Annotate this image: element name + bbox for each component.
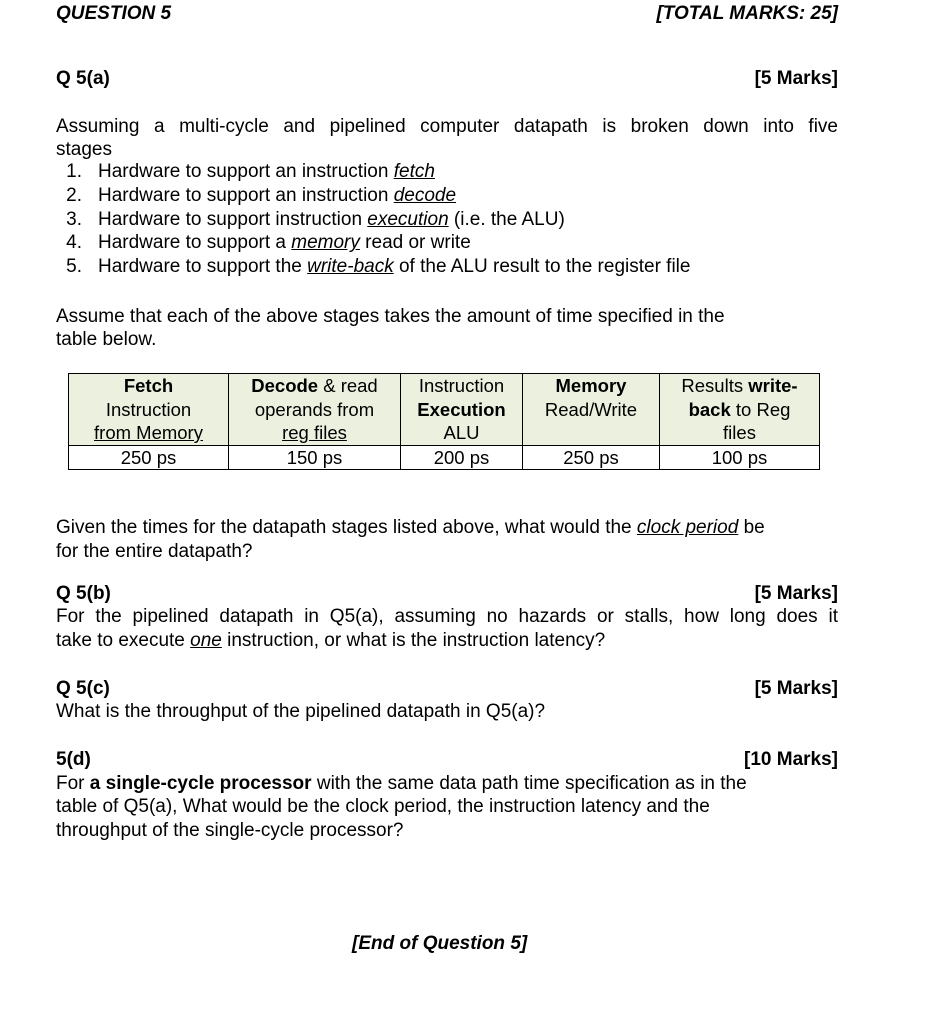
table-header-memory: Memory Read/Write: [523, 374, 660, 446]
time-decode: 150 ps: [229, 446, 401, 470]
table-header-decode: Decode & read operands from reg files: [229, 374, 401, 446]
q5a-assume-line2: table below.: [56, 329, 157, 350]
table-row: [69, 446, 820, 470]
q5a-intro-line2: stages: [56, 139, 112, 160]
stage-list: [56, 160, 690, 279]
time-writeback: 100 ps: [660, 446, 820, 470]
question-title: QUESTION 5: [56, 3, 172, 24]
time-fetch: 250 ps: [69, 446, 229, 470]
q5a-assume-line1: Assume that each of the above stages takes the amount of time specified in the: [56, 306, 725, 327]
list-item: 2. Hardware to support an instruction decode: [66, 184, 457, 206]
table-header-execution: Instruction Execution ALU: [401, 374, 523, 446]
table-header-writeback: Results write- back to Reg files: [660, 374, 820, 446]
q5b-label: Q 5(b): [56, 583, 111, 604]
time-memory: 250 ps: [523, 446, 660, 470]
list-item: 1. Hardware to support an instruction fetch: [66, 161, 435, 182]
q5c-heading: [56, 677, 838, 700]
question-header: [56, 2, 838, 25]
list-item: 5. Hardware to support the write-back of the ALU result to the register file: [66, 256, 691, 278]
q5a-label: Q 5(a): [56, 68, 110, 89]
q5d-label: 5(d): [56, 749, 91, 770]
table-header-row: [69, 374, 820, 446]
q5a-intro-line1: Assuming a multi-cycle and pipelined computer datapath is broken down into five: [56, 116, 838, 137]
q5a-marks: [5 Marks]: [754, 68, 838, 89]
total-marks: [TOTAL MARKS: 25]: [656, 3, 838, 24]
q5d-line2: table of Q5(a), What would be the clock period, the instruction latency and the: [56, 796, 710, 817]
q5d-line3: throughput of the single-cycle processor?: [56, 820, 404, 841]
end-of-question: [End of Question 5]: [352, 933, 528, 954]
list-item: 3. Hardware to support instruction execution (i.e. the ALU): [66, 208, 565, 230]
q5b-heading: [56, 582, 838, 605]
q5d-line1: For a single-cycle processor with the same data path time specification as in the: [56, 773, 747, 794]
stage-time-table: [68, 373, 820, 470]
q5d-marks: [10 Marks]: [744, 749, 838, 770]
table-header-fetch: Fetch Instruction from Memory: [69, 374, 229, 446]
q5a-given-line2: for the entire datapath?: [56, 541, 253, 562]
q5c-marks: [5 Marks]: [754, 678, 838, 699]
q5a-heading: [56, 67, 838, 90]
q5c-label: Q 5(c): [56, 678, 110, 699]
q5a-given-line1: Given the times for the datapath stages listed above, what would the clock period be: [56, 517, 765, 538]
list-item: 4. Hardware to support a memory read or write: [66, 232, 471, 254]
q5b-line2: take to execute one instruction, or what is the instruction latency?: [56, 630, 606, 651]
time-execution: 200 ps: [401, 446, 523, 470]
q5d-heading: [56, 748, 838, 771]
q5b-line1: For the pipelined datapath in Q5(a), assuming no hazards or stalls, how long does it: [56, 606, 838, 627]
q5b-marks: [5 Marks]: [754, 583, 838, 604]
q5c-line1: What is the throughput of the pipelined datapath in Q5(a)?: [56, 701, 546, 722]
